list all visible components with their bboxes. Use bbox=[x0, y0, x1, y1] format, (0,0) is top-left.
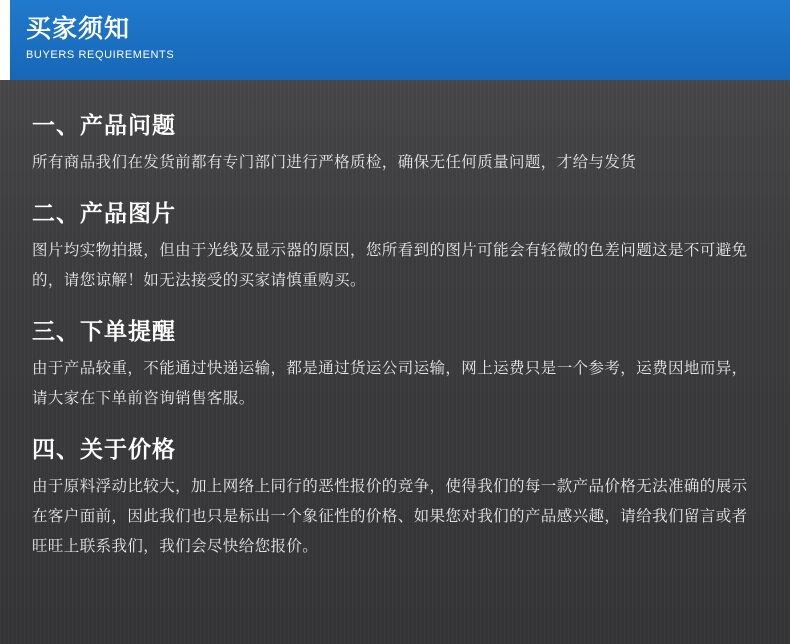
section-body: 所有商品我们在发货前都有专门部门进行严格质检，确保无任何质量问题，才给与发货 bbox=[32, 154, 637, 171]
section-title: 三、下单提醒 bbox=[32, 318, 176, 344]
section-body: 图片均实物拍摄，但由于光线及显示器的原因，您所看到的图片可能会有轻微的色差问题这是不可避免的，请您谅解！如无法接受的买家请慎重购买。 bbox=[32, 242, 748, 289]
section-order-notice bbox=[32, 314, 758, 414]
section-body: 由于产品较重，不能通过快递运输，都是通过货运公司运输，网上运费只是一个参考，运费因地而异，请大家在下单前咨询销售客服。 bbox=[32, 360, 748, 407]
section-title: 四、关于价格 bbox=[32, 436, 176, 462]
content-area bbox=[0, 80, 790, 562]
page-subtitle: BUYERS REQUIREMENTS bbox=[26, 49, 175, 61]
banner-accent-bar bbox=[0, 0, 10, 80]
section-title: 一、产品问题 bbox=[32, 112, 176, 138]
section-body: 由于原料浮动比较大，加上网络上同行的恶性报价的竞争，使得我们的每一款产品价格无法准确的展示在客户面前，因此我们也只是标出一个象征性的价格、如果您对我们的产品感兴趣，请给我们留言或者旺旺上联系我们，我们会尽快给您报价。 bbox=[32, 478, 748, 555]
section-product-images bbox=[32, 196, 758, 296]
banner-text-group bbox=[26, 14, 174, 63]
page-title: 买家须知 bbox=[26, 15, 131, 43]
section-about-price bbox=[32, 432, 758, 562]
section-title: 二、产品图片 bbox=[32, 200, 176, 226]
section-product-issues bbox=[32, 108, 758, 178]
page-banner bbox=[0, 0, 790, 80]
